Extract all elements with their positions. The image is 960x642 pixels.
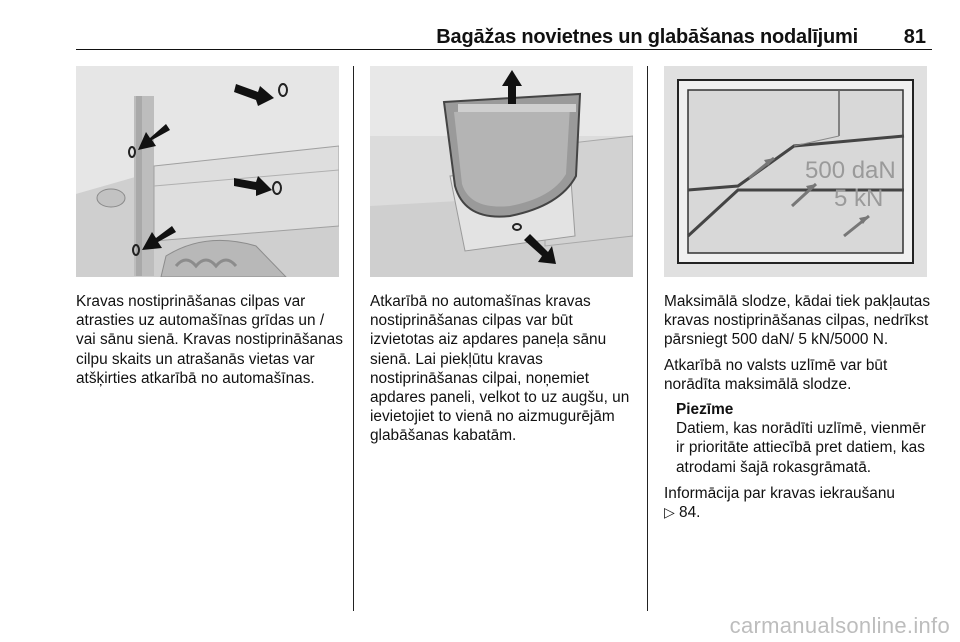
column-divider-1 [353, 66, 354, 611]
loading-info-page-link[interactable]: 84. [674, 504, 701, 522]
page-title: Bagāžas novietnes un glabāšanas nodalījumi [436, 26, 858, 48]
note-text: Datiem, kas norādīti uzlīmē, vienmēr ir prioritāte attiecībā pret datiem, kas atrodami šajā rokasgrāmatā. [676, 420, 926, 476]
max-load-paragraph: Maksimālā slodze, kādai tiek pakļautas kravas nostiprināšanas cilpas, nedrīkst pārsniegt 500 daN/ 5 kN/5000 N. [664, 293, 931, 349]
loading-info-text: Informācija par kravas iekraušanu [664, 484, 895, 502]
figure-trim-panel-removal [370, 66, 633, 277]
note-box [676, 400, 934, 477]
country-label-paragraph: Atkarībā no valsts uzlīmē var būt norādīta maksimālā slodze. [664, 356, 888, 393]
lashing-eyes-paragraph: Kravas nostiprināšanas cilpas var atrasties uz automašīnas grīdas un / vai sānu sienā. Kravas nostiprināšanas cilpu skaits un atrašanās vietas var atšķirties atkarībā no automašīnas. [76, 293, 343, 387]
watermark: carmanualsonline.info [729, 613, 950, 638]
column-1-text [76, 292, 346, 394]
column-divider-2 [647, 66, 648, 611]
trim-panel-paragraph: Atkarībā no automašīnas kravas nostiprināšanas cilpas var būt izvietotas aiz apdares paneļa sānu sienā. Lai piekļūtu kravas nostiprināšanas cilpai, noņemiet apdares paneli, velkot to uz augšu, un ievietojiet to vienā no aizmugurējām glabāšanas kabatām. [370, 293, 630, 445]
figure-load-label [664, 66, 927, 277]
note-title: Piezīme [676, 401, 734, 419]
page-reference-icon: ▷ [664, 504, 675, 521]
page-header [60, 20, 932, 50]
header-rule [76, 49, 932, 50]
column-3-text [664, 292, 934, 528]
figure-lashing-eyes-interior [76, 66, 339, 277]
load-label-kN: 5 kN [834, 185, 884, 212]
page-number: 81 [903, 26, 926, 48]
loading-info-paragraph [664, 484, 934, 522]
column-2-text [370, 292, 640, 452]
load-label-daN: 500 daN [805, 157, 896, 184]
